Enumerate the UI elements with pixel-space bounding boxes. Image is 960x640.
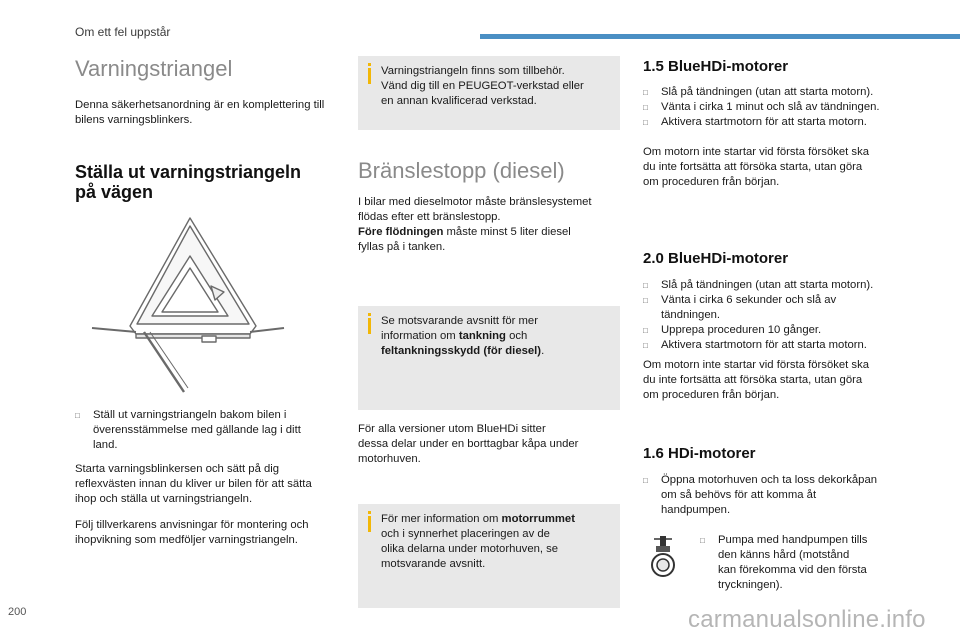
hazard-lights-paragraph: Starta varningsblinkersen och sätt på dig reflexvästen innan du kliver ur bilen för att sätta ihop och ställa ut varningstriangeln. (75, 463, 312, 505)
info-icon (368, 318, 371, 334)
list-item: □ Öppna motorhuven och ta loss dekorkåpan om så behövs för att komma åt handpumpen. (643, 473, 933, 518)
setup-bullet-list (75, 408, 345, 453)
watermark: carmanualsonline.info (688, 606, 926, 633)
info-icon (368, 516, 371, 532)
engine-20-retry-note: Om motorn inte startar vid första försöket ska du inte fortsätta att försöka starta, utan göra om proceduren från början. (643, 359, 870, 401)
setup-triangle-subtitle: Ställa ut varningstriangeln på vägen (75, 162, 302, 202)
list-item: □ Vänta i cirka 6 sekunder och slå av tändningen. (643, 293, 933, 323)
list-item: □ Ställ ut varningstriangeln bakom bilen i överensstämmelse med gällande lag i ditt land. (75, 408, 345, 453)
section-header-label: Om ett fel uppstår (75, 25, 171, 39)
engine-16-hdi-heading: 1.6 HDi-motorer (643, 445, 756, 462)
info-box-refuelling: Se motsvarande avsnitt för mer information om tankning och feltankningsskydd (för diesel). (358, 306, 620, 410)
engine-16-steps (643, 473, 933, 518)
warning-triangle-title: Varningstriangel (75, 56, 233, 81)
fuel-stop-title: Bränslestopp (diesel) (358, 158, 565, 183)
hand-pump-icon (648, 536, 678, 580)
list-item: □ Vänta i cirka 1 minut och slå av tändningen. (643, 100, 933, 115)
info-box-accessory: Varningstriangeln finns som tillbehör. Vänd dig till en PEUGEOT-verkstad eller en annan kvalificerad verkstad. (358, 56, 620, 130)
page-number: 200 (8, 606, 27, 618)
info-icon (368, 68, 371, 84)
info-box-engine-compartment: För mer information om motorrummet och i synnerhet placeringen av de olika delarna under motorhuven, se motsvarande avsnitt. (358, 504, 620, 608)
engine-20-steps (643, 278, 933, 353)
list-item: □ Upprepa proceduren 10 gånger. (643, 323, 933, 338)
engine-20-bluehdi-heading: 2.0 BlueHDi-motorer (643, 250, 789, 267)
hand-pump-steps (700, 533, 920, 593)
warning-triangle-intro: Denna säkerhetsanordning är en komplettering till bilens varningsblinkers. (75, 99, 325, 126)
list-item: □ Pumpa med handpumpen tills den känns hård (motstånd kan förekomma vid den första tryckningen). (700, 533, 920, 593)
list-item: □ Aktivera startmotorn för att starta motorn. (643, 338, 933, 353)
list-item: □ Slå på tändningen (utan att starta motorn). (643, 278, 933, 293)
warning-triangle-illustration (88, 212, 288, 398)
engine-15-bluehdi-heading: 1.5 BlueHDi-motorer (643, 58, 789, 75)
engine-15-retry-note: Om motorn inte startar vid första försöket ska du inte fortsätta att försöka starta, utan göra om proceduren från början. (643, 146, 870, 188)
manufacturer-instructions-paragraph: Följ tillverkarens anvisningar för montering och ihopvikning som medföljer varningstriangeln. (75, 519, 309, 546)
list-item: □ Slå på tändningen (utan att starta motorn). (643, 85, 933, 100)
fuel-stop-paragraph: I bilar med dieselmotor måste bränslesystemet flödas efter ett bränslestopp. Före flödningen måste minst 5 liter diesel fyllas på i tanken. (358, 196, 592, 253)
engine-15-steps (643, 85, 933, 130)
list-item: □ Aktivera startmotorn för att starta motorn. (643, 115, 933, 130)
cover-location-paragraph: För alla versioner utom BlueHDi sitter dessa delar under en borttagbar kåpa under motorhuven. (358, 423, 579, 465)
header-accent-bar (480, 34, 960, 39)
